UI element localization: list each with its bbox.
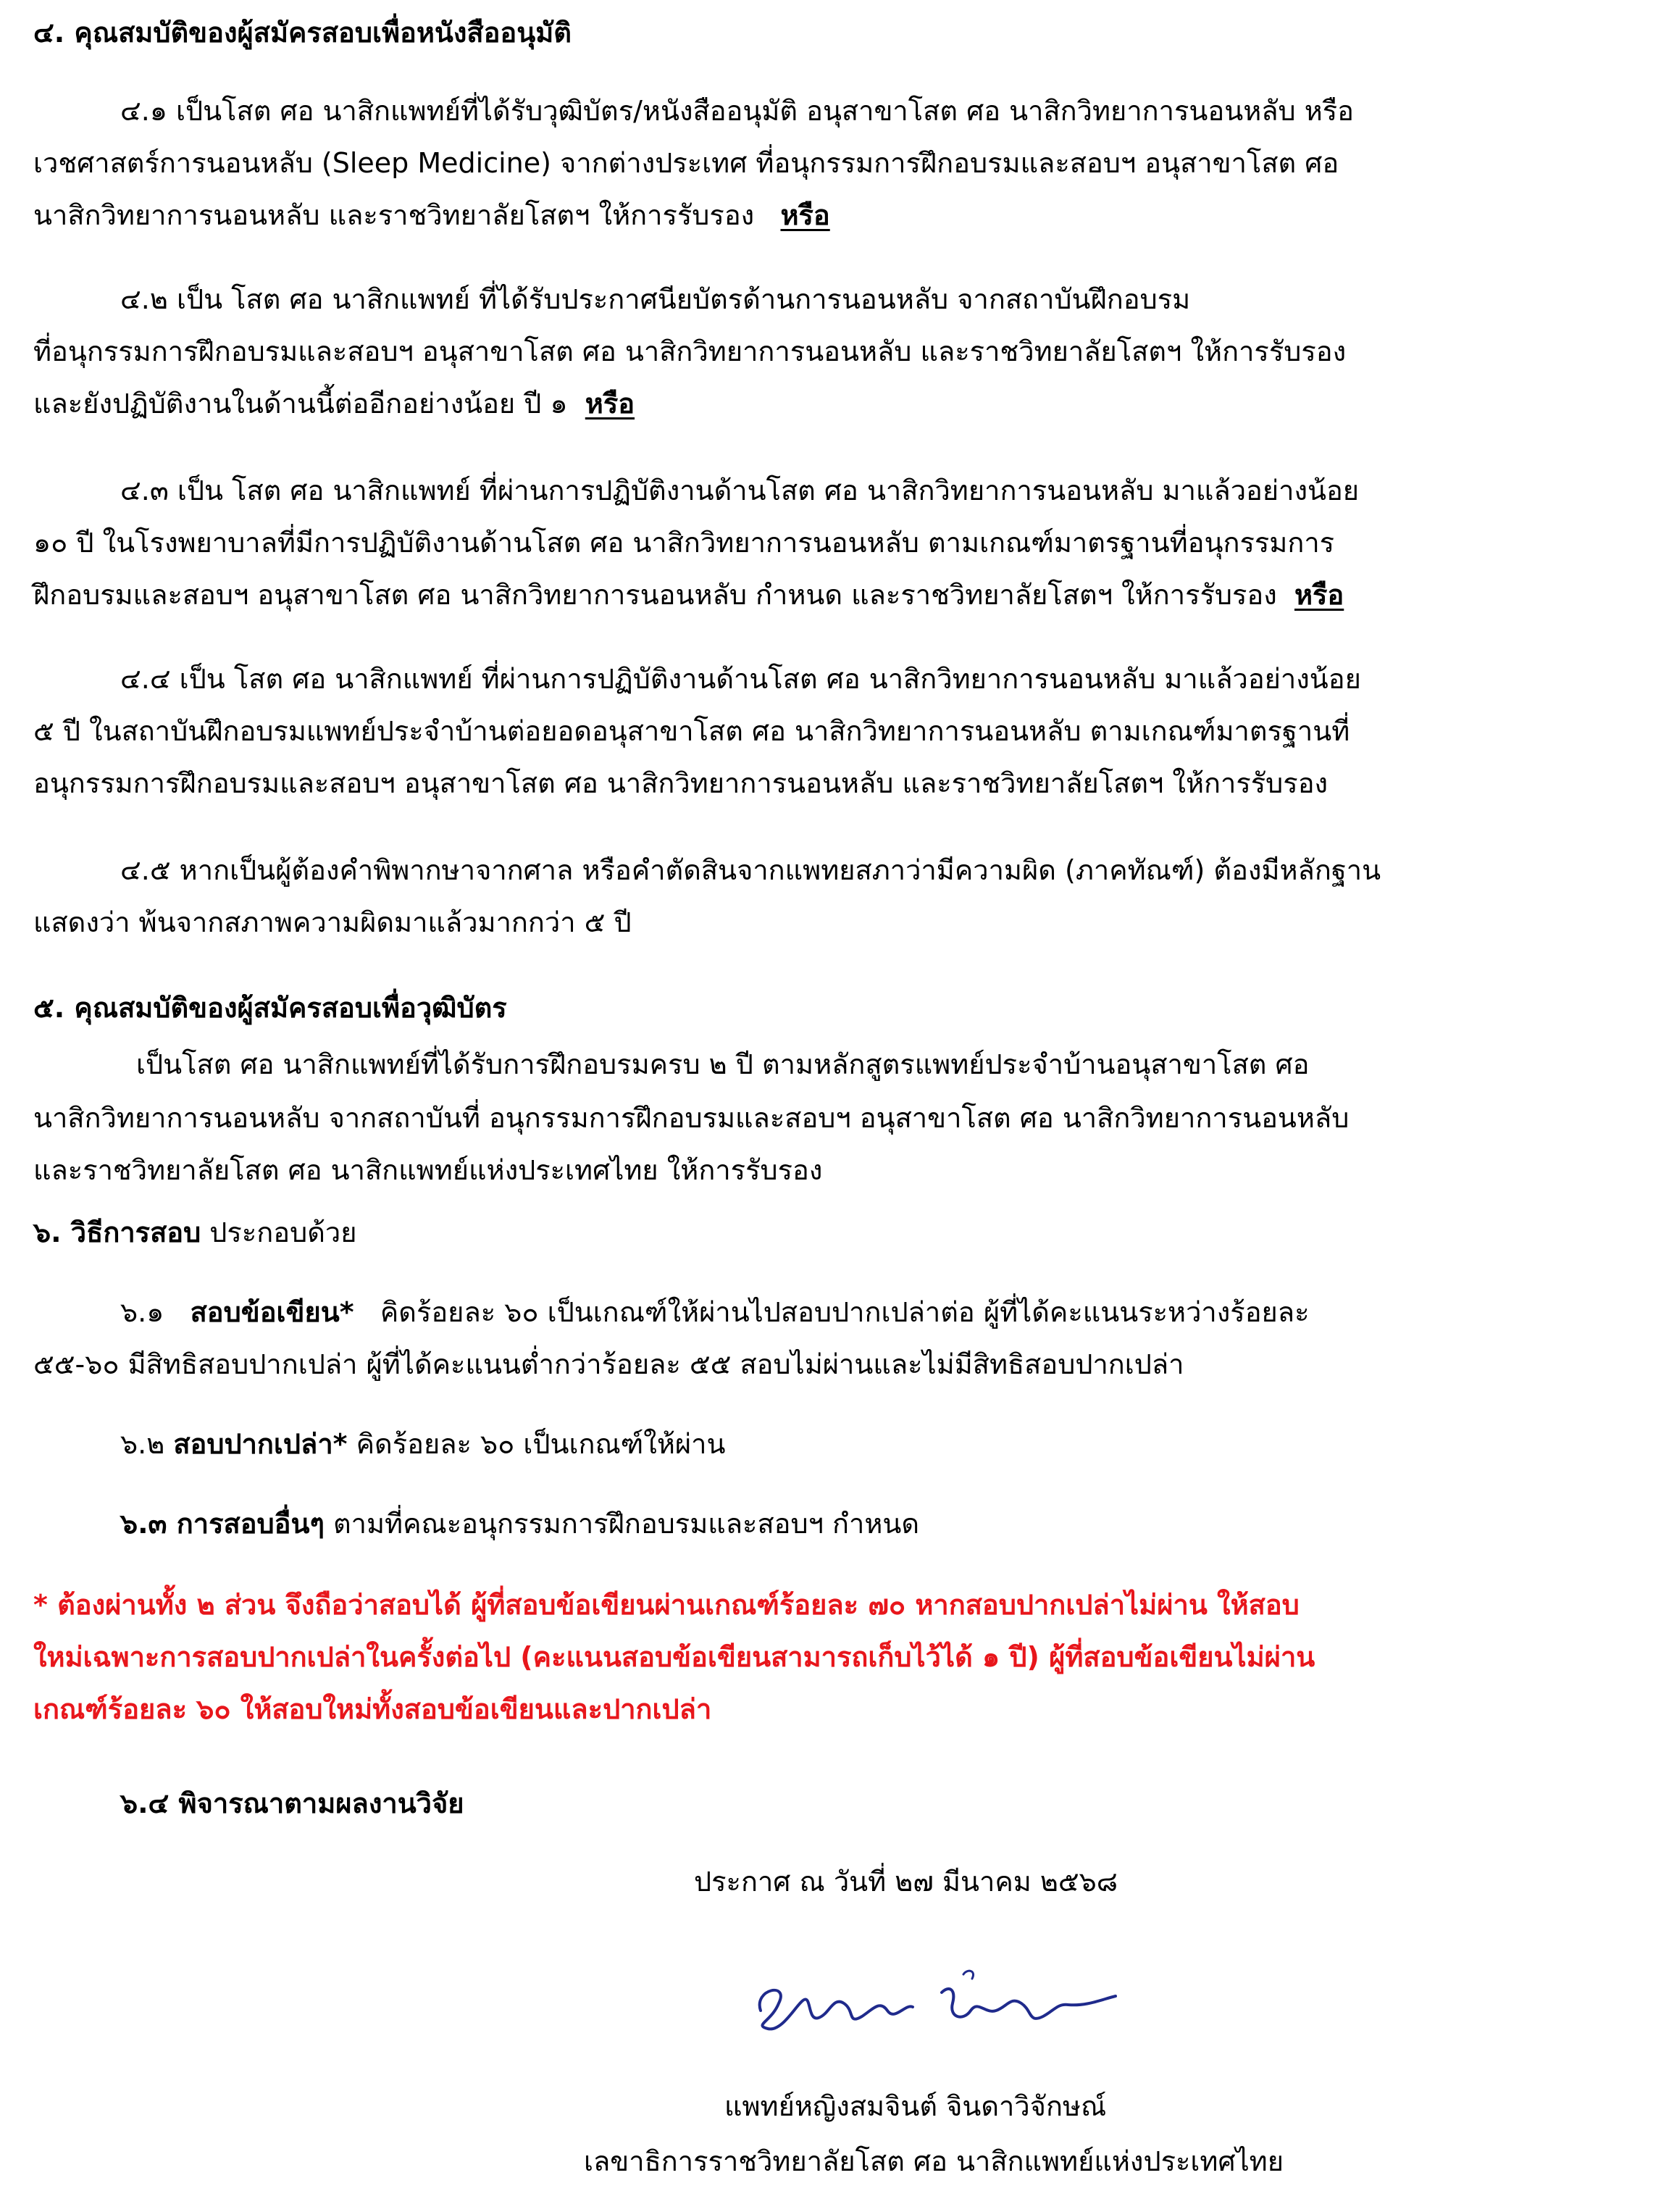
- clause-4-2-line-2: ที่อนุกรรมการฝึกอบรมและสอบฯ อนุสาขาโสต ศอ นาสิกวิทยาการนอนหลับ และราชวิทยาลัยโสตฯ ให้การรับรอง: [33, 335, 1347, 367]
- clause-6-1-line-1: ๖.๑ สอบข้อเขียน* คิดร้อยละ ๖๐ เป็นเกณฑ์ให้ผ่านไปสอบปากเปล่าต่อ ผู้ที่ได้คะแนนระหว่างร้อยละ: [120, 1296, 1310, 1328]
- section-6-heading: ๖. วิธีการสอบ ประกอบด้วย: [33, 1216, 357, 1248]
- clause-6-1-line-2: ๕๕-๖๐ มีสิทธิสอบปากเปล่า ผู้ที่ได้คะแนนต่ำกว่าร้อยละ ๕๕ สอบไม่ผ่านและไม่มีสิทธิสอบปากเปล่า: [33, 1348, 1184, 1380]
- clause-6-3: ๖.๓ การสอบอื่นๆ ตามที่คณะอนุกรรมการฝึกอบรมและสอบฯ กำหนด: [120, 1508, 920, 1540]
- section-5-line-3: และราชวิทยาลัยโสต ศอ นาสิกแพทย์แห่งประเทศไทย ให้การรับรอง: [33, 1154, 823, 1186]
- signature-first-name-stroke: [760, 1990, 913, 2029]
- clause-4-5-line-2: แสดงว่า พ้นจากสภาพความผิดมาแล้วมากกว่า ๕ ปี: [33, 906, 632, 938]
- clause-4-3-line-3: ฝึกอบรมและสอบฯ อนุสาขาโสต ศอ นาสิกวิทยาการนอนหลับ กำหนด และราชวิทยาลัยโสตฯ ให้การรับรอง หรือ: [33, 579, 1344, 611]
- clause-4-1-line-2: เวชศาสตร์การนอนหลับ (Sleep Medicine) จากต่างประเทศ ที่อนุกรรมการฝึกอบรมและสอบฯ อนุสาขาโสต ศอ: [33, 147, 1339, 179]
- section-5-line-2: นาสิกวิทยาการนอนหลับ จากสถาบันที่ อนุกรรมการฝึกอบรมและสอบฯ อนุสาขาโสต ศอ นาสิกวิทยาการนอนหลับ: [33, 1102, 1350, 1134]
- exam-note-line-1: * ต้องผ่านทั้ง ๒ ส่วน จึงถือว่าสอบได้ ผู้ที่สอบข้อเขียนผ่านเกณฑ์ร้อยละ ๗๐ หากสอบปากเปล่าไม่ผ่าน ให้สอบ: [33, 1589, 1300, 1621]
- clause-4-3-line-2: ๑๐ ปี ในโรงพยาบาลที่มีการปฏิบัติงานด้านโสต ศอ นาสิกวิทยาการนอนหลับ ตามเกณฑ์มาตรฐานที่อนุกรรมการ: [33, 527, 1335, 559]
- clause-6-2: ๖.๒ สอบปากเปล่า* คิดร้อยละ ๖๐ เป็นเกณฑ์ให้ผ่าน: [120, 1428, 726, 1460]
- signature: [746, 1960, 1123, 2047]
- announcement-date: ประกาศ ณ วันที่ ๒๗ มีนาคม ๒๕๖๘: [694, 1866, 1118, 1898]
- section-4-heading: ๔. คุณสมบัติของผู้สมัครสอบเพื่อหนังสืออนุมัติ: [33, 17, 572, 49]
- section-5-heading: ๕. คุณสมบัติของผู้สมัครสอบเพื่อวุฒิบัตร: [33, 992, 507, 1024]
- clause-4-5-line-1: ๔.๕ หากเป็นผู้ต้องคำพิพากษาจากศาล หรือคำตัดสินจากแพทยสภาว่ามีความผิด (ภาคทัณฑ์) ต้องมีหลักฐาน: [120, 854, 1381, 886]
- signature-flourish: [963, 1971, 974, 1979]
- other-exam-label: ๖.๓ การสอบอื่นๆ: [120, 1508, 325, 1540]
- clause-4-4-line-3: อนุกรรมการฝึกอบรมและสอบฯ อนุสาขาโสต ศอ นาสิกวิทยาการนอนหลับ และราชวิทยาลัยโสตฯ ให้การรับรอง: [33, 767, 1329, 799]
- section-5-line-1: เป็นโสต ศอ นาสิกแพทย์ที่ได้รับการฝึกอบรมครบ ๒ ปี ตามหลักสูตรแพทย์ประจำบ้านอนุสาขาโสต ศอ: [136, 1048, 1310, 1080]
- clause-4-2-line-3: และยังปฏิบัติงานในด้านนี้ต่ออีกอย่างน้อย ปี ๑ หรือ: [33, 388, 635, 420]
- clause-4-2-line-1: ๔.๒ เป็น โสต ศอ นาสิกแพทย์ ที่ได้รับประกาศนียบัตรด้านการนอนหลับ จากสถาบันฝึกอบรม: [120, 283, 1191, 315]
- clause-4-4-line-2: ๕ ปี ในสถาบันฝึกอบรมแพทย์ประจำบ้านต่อยอดอนุสาขาโสต ศอ นาสิกวิทยาการนอนหลับ ตามเกณฑ์มาตรฐานที่: [33, 715, 1350, 747]
- exam-note-line-2: ใหม่เฉพาะการสอบปากเปล่าในครั้งต่อไป (คะแนนสอบข้อเขียนสามารถเก็บไว้ได้ ๑ ปี) ผู้ที่สอบข้อเขียนไม่ผ่าน: [33, 1641, 1315, 1673]
- signature-last-name-stroke: [942, 1989, 1116, 2019]
- or-marker: หรือ: [1294, 579, 1344, 611]
- signer-title: เลขาธิการราชวิทยาลัยโสต ศอ นาสิกแพทย์แห่งประเทศไทย: [584, 2145, 1284, 2177]
- exam-note-line-3: เกณฑ์ร้อยละ ๖๐ ให้สอบใหม่ทั้งสอบข้อเขียนและปากเปล่า: [33, 1693, 712, 1725]
- or-marker: หรือ: [780, 199, 830, 231]
- signer-name: แพทย์หญิงสมจินต์ จินดาวิจักษณ์: [724, 2090, 1107, 2122]
- clause-6-4: ๖.๔ พิจารณาตามผลงานวิจัย: [120, 1787, 464, 1819]
- written-exam-label: สอบข้อเขียน*: [190, 1296, 354, 1328]
- clause-4-1-line-3: นาสิกวิทยาการนอนหลับ และราชวิทยาลัยโสตฯ ให้การรับรอง หรือ: [33, 199, 830, 231]
- or-marker: หรือ: [585, 388, 635, 420]
- clause-4-1-line-1: ๔.๑ เป็นโสต ศอ นาสิกแพทย์ที่ได้รับวุฒิบัตร/หนังสืออนุมัติ อนุสาขาโสต ศอ นาสิกวิทยาการนอนหลับ หรือ: [120, 95, 1355, 127]
- clause-4-3-line-1: ๔.๓ เป็น โสต ศอ นาสิกแพทย์ ที่ผ่านการปฏิบัติงานด้านโสต ศอ นาสิกวิทยาการนอนหลับ มาแล้วอย่างน้อย: [120, 475, 1360, 506]
- oral-exam-label: สอบปากเปล่า*: [173, 1428, 348, 1460]
- clause-4-4-line-1: ๔.๔ เป็น โสต ศอ นาสิกแพทย์ ที่ผ่านการปฏิบัติงานด้านโสต ศอ นาสิกวิทยาการนอนหลับ มาแล้วอย่างน้อย: [120, 663, 1361, 695]
